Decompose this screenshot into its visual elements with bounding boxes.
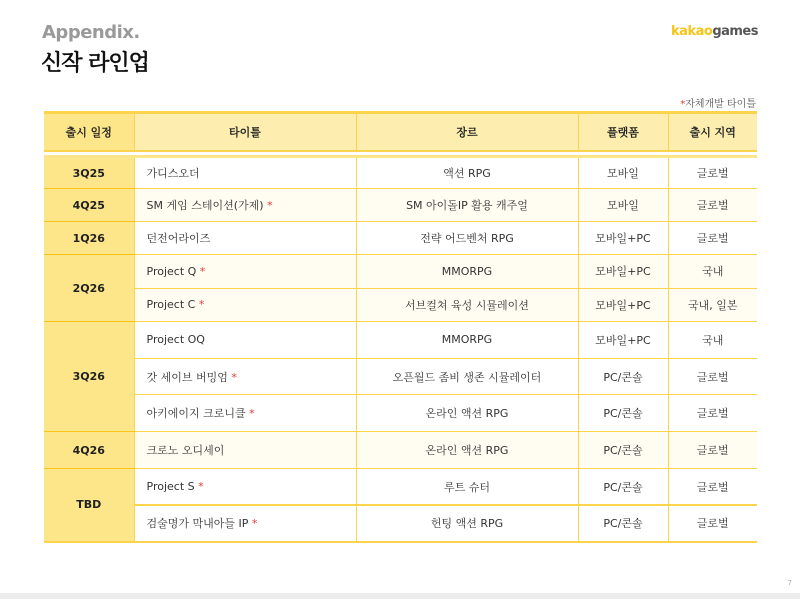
release-schedule: 3Q25: [44, 157, 134, 189]
table-row: [44, 255, 757, 289]
genre: 액션 RPG: [356, 157, 578, 189]
game-title: Project S *: [134, 469, 356, 506]
in-house-star: *: [199, 264, 206, 278]
genre: 서브컬쳐 육성 시뮬레이션: [356, 288, 578, 322]
genre: 전략 어드벤처 RPG: [356, 222, 578, 255]
game-title: 아키에이지 크로니클 *: [134, 395, 356, 432]
game-title: 던전어라이즈: [134, 222, 356, 255]
table-row: [44, 432, 757, 469]
game-title: 가디스오더: [134, 157, 356, 189]
game-title: SM 게임 스테이션(가제) *: [134, 189, 356, 222]
game-title: 크로노 오디세이: [134, 432, 356, 469]
release-schedule: 1Q26: [44, 222, 134, 255]
table-row: [44, 505, 757, 542]
table-row: [44, 222, 757, 255]
legend-note: *자체개발 타이틀: [680, 99, 756, 110]
platform: 모바일+PC: [578, 222, 668, 255]
platform: 모바일+PC: [578, 288, 668, 322]
kakaogames-logo: kakaogames: [671, 24, 758, 39]
region: 국내: [668, 255, 757, 289]
col-schedule: 출시 일정: [44, 113, 134, 151]
region: 글로벌: [668, 157, 757, 189]
release-schedule: 2Q26: [44, 255, 134, 322]
region: 글로벌: [668, 505, 757, 542]
platform: PC/콘솔: [578, 395, 668, 432]
table-row: [44, 322, 757, 359]
region: 글로벌: [668, 469, 757, 506]
genre: 루트 슈터: [356, 469, 578, 506]
in-house-star: *: [267, 199, 273, 212]
game-title: Project Q *: [134, 255, 356, 289]
region: 글로벌: [668, 222, 757, 255]
table-row: [44, 189, 757, 222]
in-house-star: *: [251, 517, 258, 531]
platform: PC/콘솔: [578, 505, 668, 542]
platform: PC/콘솔: [578, 358, 668, 395]
in-house-star: *: [249, 407, 255, 421]
release-schedule: 4Q25: [44, 189, 134, 222]
col-platform: 플랫폼: [578, 113, 668, 151]
genre: MMORPG: [356, 322, 578, 359]
in-house-star: *: [231, 370, 237, 384]
genre: 온라인 액션 RPG: [356, 432, 578, 469]
in-house-star: *: [198, 480, 204, 494]
genre: 오픈월드 좀비 생존 시뮬레이터: [356, 358, 578, 395]
table-row: [44, 395, 757, 432]
lineup-table: [44, 111, 757, 543]
game-title: 갓 세이브 버밍엄 *: [134, 358, 356, 395]
footer-bar: [0, 593, 800, 599]
platform: 모바일+PC: [578, 255, 668, 289]
genre: MMORPG: [356, 255, 578, 289]
region: 글로벌: [668, 395, 757, 432]
table-row: [44, 358, 757, 395]
col-region: 출시 지역: [668, 113, 757, 151]
game-title: Project OQ: [134, 322, 356, 359]
table-row: [44, 469, 757, 506]
platform: 모바일: [578, 189, 668, 222]
platform: PC/콘솔: [578, 432, 668, 469]
in-house-star: *: [198, 298, 205, 312]
page-title: 신작 라인업: [41, 51, 149, 76]
region: 글로벌: [668, 432, 757, 469]
col-genre: 장르: [356, 113, 578, 151]
release-schedule: 3Q26: [44, 322, 134, 432]
platform: PC/콘솔: [578, 469, 668, 506]
section-label: Appendix.: [42, 22, 140, 43]
table-row: [44, 157, 757, 189]
game-title: Project C *: [134, 288, 356, 322]
table-row: [44, 288, 757, 322]
region: 글로벌: [668, 189, 757, 222]
page-number: 7: [787, 579, 792, 587]
genre: SM 아이돌IP 활용 캐주얼: [356, 189, 578, 222]
release-schedule: 4Q26: [44, 432, 134, 469]
release-schedule: TBD: [44, 469, 134, 542]
region: 국내: [668, 322, 757, 359]
genre: 온라인 액션 RPG: [356, 395, 578, 432]
region: 글로벌: [668, 358, 757, 395]
platform: 모바일: [578, 157, 668, 189]
region: 국내, 일본: [668, 288, 757, 322]
game-title: 검술명가 막내아들 IP *: [134, 505, 356, 542]
genre: 헌팅 액션 RPG: [356, 505, 578, 542]
platform: 모바일+PC: [578, 322, 668, 359]
col-title: 타이틀: [134, 113, 356, 151]
